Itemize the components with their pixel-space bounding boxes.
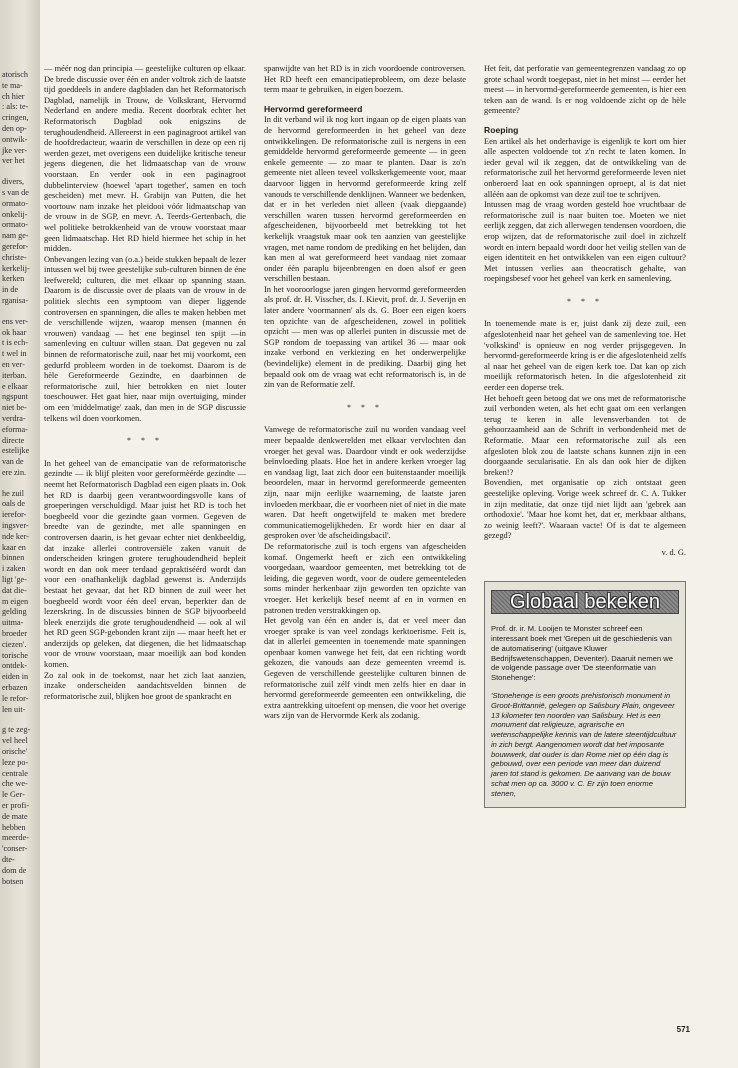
section-heading: Hervormd gereformeerd — [264, 103, 363, 114]
gutter-group — [0, 317, 40, 479]
paragraph: In het vooroorlogse jaren gingen hervormd gereformeerden als prof. dr. H. Visscher, ds. I. Kievit, prof. dr. J. Severijn en later andere 'voormannen' als ds. G. Boer een eigen koers ten opzichte van de afgescheidenen, zowel in politiek opzicht — men was op allerlei punten in discussie met de SGP rondom de toepassing van artikel 36 — maar ook inzake verbond en verkiezing en het onderwerpelijke (bevindelijke) element in de prediking. Daarbij ging het bepaald ook om de vraag wat echt reformatorisch is, in de zin van de Reformatie zelf. — [264, 284, 466, 390]
gutter-group — [0, 70, 40, 167]
box-intro: Prof. dr. ir. M. Looijen te Monster schreef een interessant boek met 'Grepen uit de geschiedenis van de automatisering' (uitgave Kluwer Bedrijfswetenschappen, Deventer). Daaruit nemen we de volgende passage over 'De steenformatie van Stonehenge': — [491, 624, 673, 683]
gutter-line: gelding — [2, 607, 27, 617]
paragraph: Vanwege de reformatorische zuil nu worden vandaag veel meer bepaalde denkwerelden met elkaar vervlochten dan vroeger het geval was. Daardoor vindt er ook wederzijdse beïnvloeding plaats. Hoe het in andere kerken vroeger lag en vandaag ligt, laat zich door een buitenstaander moeilijk beoordelen, maar in hervormd gereformeerde gemeenten zijn, naar mijn eerlijke waarneming, de laatste jaren invloeden merkbaar, die er voorheen niet of niet in die mate waren. Dat heeft ongetwijfeld te maken met bredere communicatiemogelijkheden. Er wordt hier en daar al gesproken over 'de afscheidingsbacil'. — [264, 425, 466, 541]
gutter-line: ontdek- — [2, 661, 28, 671]
gutter-line: dte- — [2, 854, 15, 864]
page-number: 571 — [676, 1025, 690, 1034]
gutter-line: nde ker- — [2, 531, 29, 541]
paragraph: In toenemende mate is er, juist dank zij deze zuil, een afgeslotenheid naar het geheel van de samenleving toe. Het 'volkskind' is opnieuw en nog verder prijsgegeven. In hervormd-gereformeerde kring is er die afgeslotenheid zelfs al naar het geheel van de eigen kerk toe. Dat kan op zich moeilijk reformatorisch heten. In die afgeslotenheid zit eerder een doperse trek. — [484, 319, 686, 393]
section-heading: Roeping — [484, 124, 519, 135]
paragraph: Het feit, dat perforatie van gemeentegrenzen vandaag zo op grote schaal wordt toegepast, niet in het minst — eerder het meest — in hervormd-gereformeerde gemeenten, is hier een teken aan de wand. Is er nog voldoende zicht op de hèle gemeente? — [484, 64, 686, 116]
column-1 — [44, 64, 246, 702]
gutter-line: onkelij- — [2, 209, 28, 219]
gutter-line: kerken — [2, 274, 25, 284]
column-3 — [484, 64, 686, 808]
gutter-line: ngspunt — [2, 392, 28, 402]
article-page — [44, 64, 696, 1004]
gutter-line: eiden in — [2, 672, 29, 682]
previous-page-gutter — [0, 0, 40, 1068]
gutter-line: in de — [2, 285, 19, 295]
gutter-group — [0, 177, 40, 307]
gutter-line: jke ver- — [2, 145, 28, 155]
gutter-line: uitma- — [2, 618, 24, 628]
gutter-line: he zuil — [2, 488, 25, 498]
gutter-line: ciezen'. — [2, 639, 27, 649]
gutter-line: t wel in — [2, 349, 27, 359]
gutter-line: er profi- — [2, 801, 30, 810]
gutter-line: iterban. — [2, 370, 27, 380]
gutter-line: dat die- — [2, 585, 27, 595]
paragraph: Het gevolg van één en ander is, dat er veel meer dan vroeger sprake is van veel zondags kerktoerisme. Feit is, dat in allerlei gemeenten in toenemende mate spanningen openbaar komen vanwege het feit, dat een richting wordt gekozen, die vanouds aan deze gemeenten vreemd is. Gegeven de verschillende geestelijke culturen binnen de reformatorische zuil zélf vindt men zelfs hier en daar in hervormd gereformeerde gemeenten een ontwikkeling, die extra aantrekking uitoefent op mensen, die voor het overige wars zijn van de Hervormde Kerk als zodanig. — [264, 616, 466, 721]
paragraph: spanwijdte van het RD is in zich voordoende controversen. Het RD heeft een emancipatieprobleem, om deze belaste term maar te gebruiken, in eigen boezem. — [264, 64, 466, 95]
gutter-line: oals de — [2, 499, 25, 509]
gutter-line: van de — [2, 457, 24, 467]
box-title: Globaal bekeken — [491, 590, 679, 615]
gutter-line: 'conser- — [2, 844, 28, 854]
sidebar-box — [484, 581, 686, 808]
gutter-line: che we- — [2, 779, 28, 789]
paragraph: Het behoeft geen betoog dat we ons met de reformatorische zuil verbonden weten, als het echt gaat om een verlangen terug te keren in alle levensverbanden tot de gehoorzaamheid aan de Schrift in verbondenheid met de Reformatie. Maar een reformatorische zuil als een afgesloten blok zou de laatste schans kunnen zijn in een doorgaande secularisatie. En als dan ook hier de dijken breken!? — [484, 393, 686, 477]
gutter-line: e elkaar — [2, 381, 28, 391]
gutter-line: ontwik- — [2, 134, 28, 144]
gutter-line: dom de — [2, 865, 27, 875]
gutter-line: nam ge- — [2, 231, 29, 241]
paragraph: In het geheel van de emancipatie van de reformatorische gezindte — ik blijf pleiten voor gereformèérde gezindte — neemt het Reformatorisch Dagblad een eigen plaats in. Ook het RD is daarbij geen verantwoordingsvolle kans of groeperingen verschuldigd. Maar juist het RD is toch het boegbeeld voor die gezindte gaan vormen. Gegeven de breedte van de gezindte, met alle spanningen en controversen daarin, is het gevaar echter niet denkbeeldig, dat inzake allerlei controversiële zaken vanuit de onderscheiden kringen grotere terughoudendheid bepleit wordt en dan ook meer terdaad gepraktiséérd wordt dan voor een onafhankelijk dagblad gewenst is. Anderzijds bestaat het gevaar, dat het RD binnen de zuil weer het boegbeeld wordt voor één deel ervan, beperkter dan de lezerskring. In de discussies binnen de SGP bijvoorbeeld bleek enerzijds die grote terughoudendheid — ook al wil het RD geen SGP-gebonden krant zijn — maar heeft het er anderzijds op geleken, dat diegenen, die het lidmaatschap voor de vrouw voorstaan, maar moeilijk aan bod konden komen. — [44, 458, 246, 670]
gutter-line: eforma- — [2, 424, 28, 434]
gutter-group — [0, 489, 40, 716]
gutter-line: te ma- — [2, 80, 23, 90]
gutter-line: niet be- — [2, 403, 27, 413]
gutter-line: vel heel — [2, 736, 28, 746]
gutter-line: ligt 'ge- — [2, 575, 27, 585]
section-separator: * * * — [567, 296, 603, 306]
paragraph: Intussen mag de vraag worden gesteld hoe vruchtbaar de reformatorische zuil is naar buiten toe. Moeten we niet eerlijk zeggen, dat zich allerwegen tendensen voordoen, die erop wijzen, dat de reformatorische zuil doel in zichzelf wordt en intern bepaald wordt door het veilig stellen van de eigen identiteit en het ontwikkelen van een eigen cultuur? Met intussen verlies aan theocratisch gehalte, van roepingsbesef voor het geheel van kerk en samenleving. — [484, 200, 686, 284]
gutter-line: t is ech- — [2, 338, 28, 348]
section-separator: * * * — [347, 402, 383, 412]
gutter-line: i zaken — [2, 564, 26, 574]
gutter-line: botsen — [2, 876, 24, 886]
gutter-line: en ver- — [2, 359, 25, 369]
gutter-line: gerefor- — [2, 241, 29, 251]
gutter-line: rganisa- — [2, 295, 29, 305]
paragraph: Onbevangen lezing van (o.a.) beide stukken bepaalt de lezer intussen wel bij twee geestelijke sub-culturen binnen de éne leefwereld; culturen, die met elkaar op spanning staan. Daarom is de discussie over de plaats van de vrouw in de politiek slechts een symptoom van dieper liggende controversen en spanningen, die alles te maken hebben met de verschillende wijzen, waarop mensen (mannen én vrouwen) vandaag — het ene beginsel ten spijt —in samenleving en cultuur willen staan. Dat gegeven nu zal binnen de reformatorische zuil, naar het mij voorkomt, een gedurfd probleem worden in de toekomst. Daarom is de hèle Gereformeerde Gezindte, en daarbinnen de reformatorische zuil, hier betrokken en niet louter toeschouwer. Het gaat hier, naar mijn overtuiging, minder om een 'middelmatige' zaak, dan men in de SGP discussie telkens wil doen voorkomen. — [44, 254, 246, 423]
gutter-line: ormato- — [2, 220, 28, 230]
gutter-line: le Ger- — [2, 790, 25, 800]
gutter-line: ere zin. — [2, 467, 27, 477]
gutter-line: erbazen — [2, 683, 28, 693]
author-signature: v. d. G. — [661, 547, 686, 557]
gutter-line: divers, — [2, 177, 25, 187]
gutter-line: hebben — [2, 822, 26, 832]
gutter-line: ormato- — [2, 198, 28, 208]
gutter-line: ok haar — [2, 327, 27, 337]
gutter-line: atorisch — [2, 70, 28, 79]
gutter-line: orische' — [2, 747, 28, 757]
gutter-line: ch hier — [2, 91, 25, 101]
gutter-line: len uit- — [2, 704, 26, 714]
gutter-line: ierefor- — [2, 510, 27, 520]
gutter-line: de mate — [2, 811, 28, 821]
paragraph: Zo zal ook in de toekomst, naar het zich laat aanzien, inzake onderscheiden aandachtsvelden binnen de reformatorische zuil, blijken hoe groot de spankracht en — [44, 670, 246, 701]
gutter-line: broeder — [2, 629, 28, 639]
gutter-line: cringen, — [2, 113, 29, 123]
gutter-line: christe- — [2, 252, 27, 262]
paragraph: Een artikel als het onderhavige is eigenlijk te kort om hier alle aspecten voldoende tot z'n recht te laten komen. In ieder geval wil ik zeggen, dat de ontwikkeling van de reformatorische zuil het hervormd gereformeerde leven niet onberoerd laat en ook spanningen oproept, al is dat niet alléén aan de opkomst van deze zuil toe te schrijven. — [484, 136, 686, 199]
gutter-line: ens ver- — [2, 316, 28, 326]
gutter-line: binnen — [2, 553, 25, 563]
gutter-line: s van de — [2, 187, 29, 197]
gutter-line: kaar en — [2, 542, 26, 552]
column-2 — [264, 64, 466, 722]
paragraph: — méér nog dan principia — geestelijke culturen op elkaar. De brede discussie over één en ander voltrok zich de laatste tijd goeddeels in andere dagbladen dan het Reformatorisch Dagblad, namelijk in Trouw, de Volkskrant, Hervormd Nederland en andere media. Recent doorbrak echter het Reformatorisch Dagblad ook enigszins de terughoudendheid. Allereerst in een paginagroot artikel van de hoofdredacteur, waarin de verschillen in deze op een rij werden gezet, met overigens een duidelijke kritische teneur jegens diegenen, die het lidmaatschap van de vrouw voorstaan. En verder ook in een paginagroot dubbelinterview (hoewel 'apart together', samen en toch gescheiden) met mevr. H. Grabijn van Putten, die het voortouw nam inzake het pleidooi vóór lidmaatschap van de vrouw in de SGP, en mevr. A. Teerds-Gertenbach, die wel politieke betrokkenheid van de vrouw voorstaat maar geen lidmaatschap. Het RD hield hiermee het schip in het midden. — [44, 64, 246, 254]
section-separator: * * * — [127, 436, 163, 446]
gutter-line: verdra- — [2, 413, 26, 423]
paragraph: De reformatorische zuil is toch ergens van afgescheiden komaf. Ongemerkt heeft er zich een ontwikkeling voorgedaan, waardoor gemeenten, met betrekking tot de leiding, die gegeven wordt, voor de oudere gemeenteleden soms minder herkenbaar zijn geworden ten opzichte van vroeger. Het kerkelijk besef neemt af en in vormen en patronen treden verstrakkingen op. — [264, 541, 466, 615]
gutter-line: torische — [2, 650, 28, 660]
gutter-group — [0, 725, 40, 887]
gutter-line: leze po- — [2, 757, 29, 767]
box-quote: 'Stonehenge is een groots prehistorisch monument in Groot-Brittannië, gelegen op Salisbury Plain, ongeveer 13 kilometer ten noorden van Salisbury. Het is een monument dat religieuze, agrarische en wetenschappelijke kennis van de latere steentijdcultuur in zich bergt. Aangenomen wordt dat het imposante bouwwerk, dat ouder is dan Rome niet op één dag is gebouwd, over een periode van meer dan duizend jaren tot stand is gekomen. De aanvang van de bouw schat men op ca. 3000 v. C. Er zijn toen enorme stenen, — [491, 690, 677, 798]
gutter-line: le refor- — [2, 693, 29, 703]
gutter-line: directe — [2, 435, 25, 445]
gutter-line: g te zeg- — [2, 725, 31, 735]
gutter-line: kerkelij- — [2, 263, 30, 273]
gutter-line: centrale — [2, 768, 28, 778]
gutter-line: den op- — [2, 123, 27, 133]
gutter-line: : als: te- — [2, 102, 29, 112]
gutter-line: m eigen — [2, 596, 29, 606]
gutter-line: estelijke — [2, 446, 30, 456]
gutter-line: ingsver- — [2, 521, 29, 531]
gutter-line: ver het — [2, 156, 25, 166]
paragraph: Bovendien, met organisatie op zich ontstaat geen geestelijke opleving. Vorige week schreef dr. C. A. Tukker in zijn meditatie, dat onze tijd niet lijdt aan 'gebrek aan orthodoxie'. 'Maar hoe komt het, dat er, merkbaar althans, zo weinig leeft?'. Waaraan vacte! Of is dat te algemeen gezegd? — [484, 478, 686, 541]
paragraph: In dit verband wil ik nog kort ingaan op de eigen plaats van de hervormd gereformeerden in het geheel van deze ontwikkelingen. De reformatorische zuil is nergens in een gemiddelde hervormd gereformeerde gemeente — in geen enkele gemeente — zo maar te planten. Daar is zo'n gemeente niet alleen teveel volkskerkgemeente voor, maar daarvoor liggen in hervormd gereformeerde kring zelf vanouds te verschillende denklijnen. Wanneer we bedenken, dat er in het verleden niet alleen (vaak diepgaande) verschillen waren tussen hervormd gereformeerden en afgescheidenen, bijvoorbeeld met betrekking tot het kerkelijk vraagstuk maar ook ten aanzien van geestelijke vragen, met name rondom de prediking en het belijden, dan kan men al wat gereformeerd heet vandaag niet zomaar onder één paraplu bijeenbrengen en doen alsof er geen verschillen bestaan. — [264, 115, 466, 284]
gutter-line: meerde- — [2, 833, 29, 843]
